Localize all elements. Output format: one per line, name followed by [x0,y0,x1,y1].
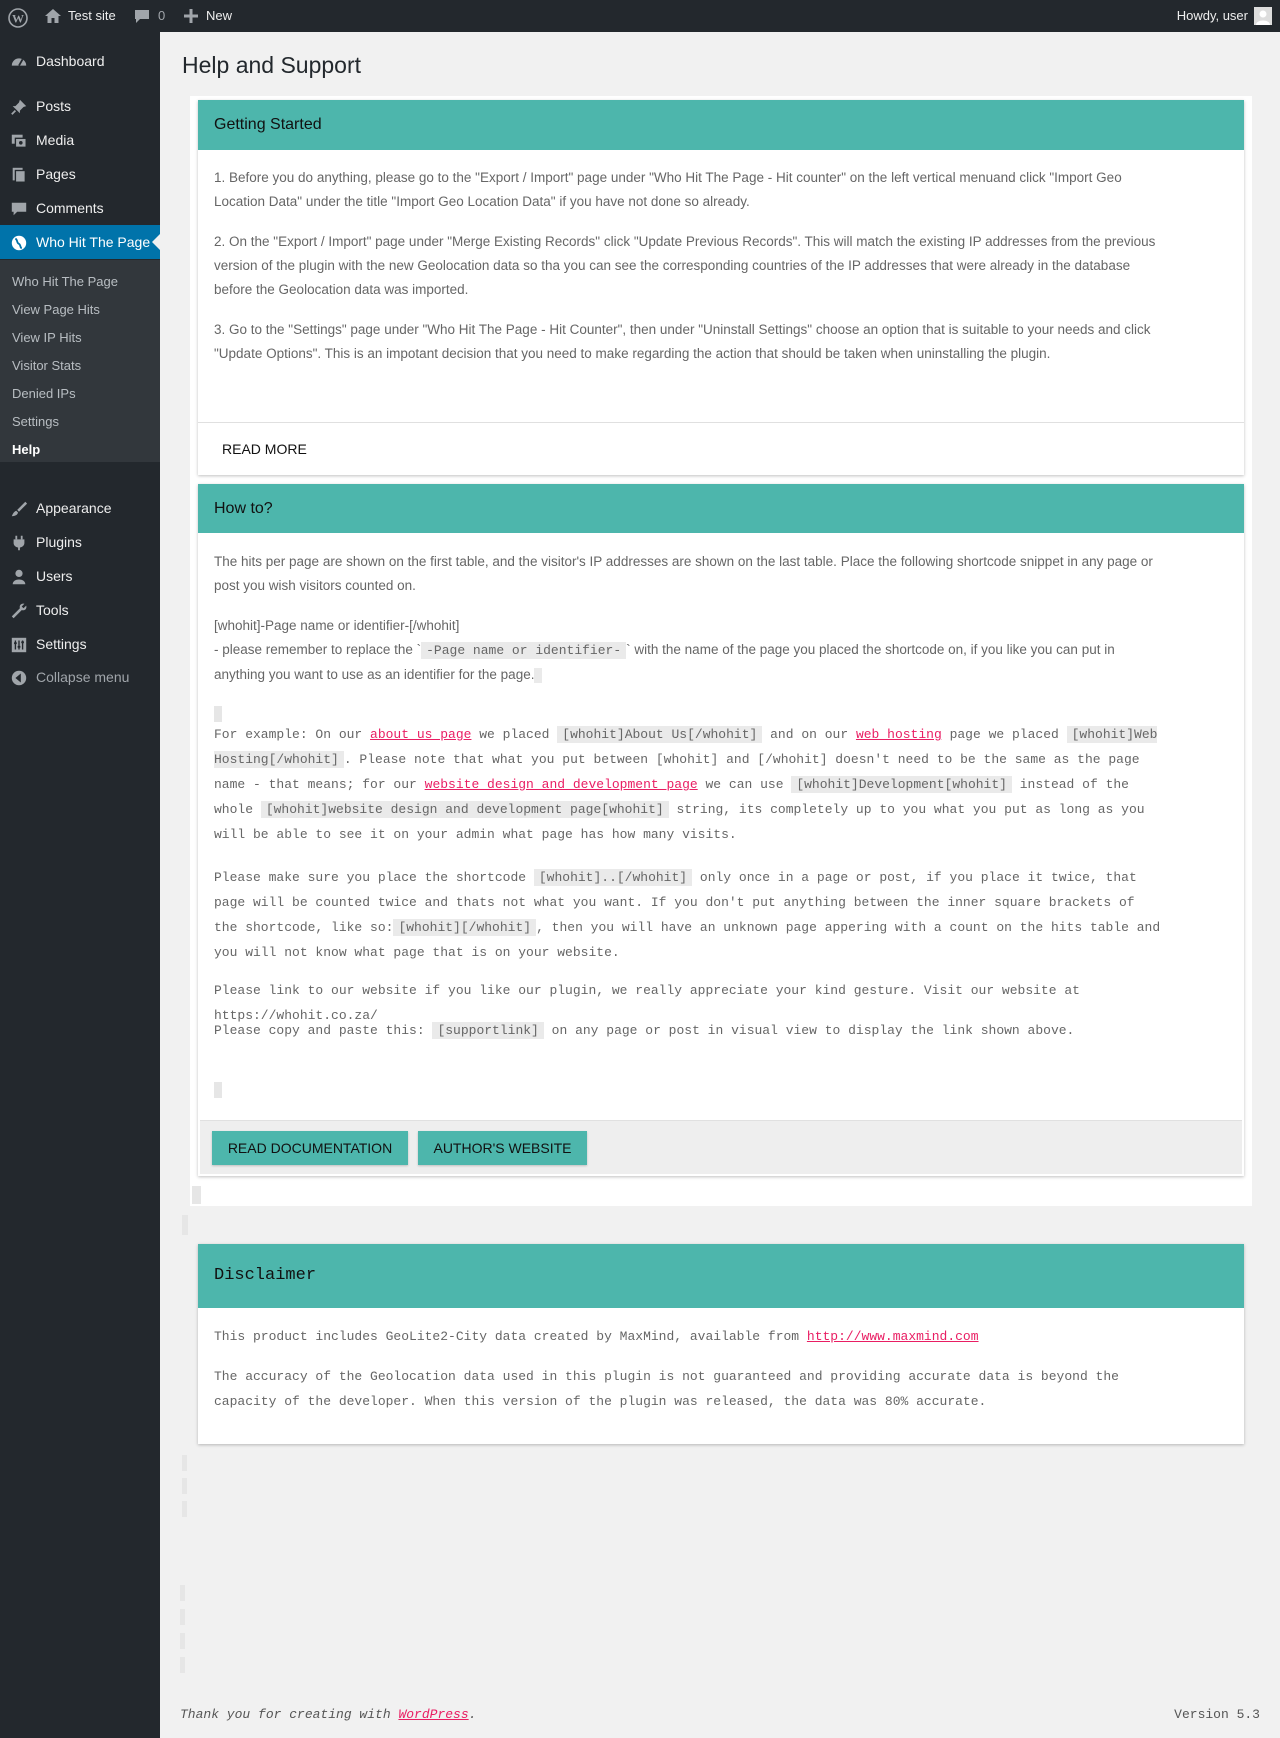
menu-label: Comments [36,200,104,216]
comments-count: 0 [158,8,166,23]
how-to-example [214,722,1164,847]
footer-text: . [468,1707,477,1722]
inline-code: [whohit][/whohit] [393,919,536,936]
footer-version: Version 5.3 [1174,1707,1260,1722]
pages-icon [10,166,28,184]
svg-text:W: W [12,11,24,26]
avatar-icon [1254,7,1272,25]
pin-icon [10,98,28,116]
disclaimer-accuracy: The accuracy of the Geolocation data used in this plugin is not guaranteed and providing accurate data is beyond the capacity of the developer. When this version of the plugin was released, the data was 80% accurate. [214,1369,1119,1409]
example-text: string, its completely up to you what you put as long as you will be able to see it on your admin what page has how many visits. [214,802,1145,842]
footer-text: Thank you for creating with [180,1707,399,1722]
comment-icon [10,200,28,218]
replace-note-text: ` with the name of the page you placed the shortcode on, if you like you can put in anything you want to use as an identifier for the page. [214,642,1115,682]
avatar[interactable] [1254,0,1272,32]
supportlink-text: on any page or post in visual view to display the link shown above. [543,1023,1075,1038]
menu-item-posts[interactable] [0,89,160,123]
empty-code-block [180,1657,185,1673]
empty-code-block [182,1501,187,1517]
example-text: For example: On our [214,727,371,742]
getting-started-step-1: 1. Before you do anything, please go to the "Export / Import" page under "Who Hit The Page - Hit counter" on the left vertical menuand click "Import Geo Location Data" under the title "Import Geo Location Data" if you have not done so already. [214,170,1122,209]
example-text: page we placed [941,727,1067,742]
card-action-bar [200,1120,1242,1174]
menu-item-settings[interactable] [0,627,160,661]
admin-sidebar [0,32,160,1738]
empty-code-block [182,1478,187,1494]
settings-icon [10,636,28,654]
collapse-menu-button[interactable] [0,660,160,694]
empty-code-block [180,1609,185,1625]
empty-code-block [214,1082,222,1098]
card-divider [198,422,1244,423]
plugin-icon [10,534,28,552]
empty-code-block [192,1186,201,1204]
example-text: instead of the whole [214,777,1129,817]
site-name-link[interactable] [42,0,122,32]
submenu-who-hit-the-page [0,260,160,462]
site-name-label: Test site [68,8,116,23]
submenu-item-help[interactable]: Help [12,442,41,457]
empty-code-block [214,706,222,722]
wordpress-link[interactable]: WordPress [398,1707,469,1722]
inline-code: [whohit]..[/whohit] [534,869,692,886]
once-note-text: Please make sure you place the shortcode [214,870,534,885]
about-us-page-link[interactable]: about us page [370,727,472,742]
new-content-link[interactable] [184,0,244,32]
disclaimer-maxmind [214,1324,1164,1349]
menu-label: Settings [36,636,87,652]
empty-code-block [180,1633,185,1649]
submenu-item-view-ip-hits[interactable]: View IP Hits [12,330,82,345]
menu-item-who-hit-the-page[interactable] [0,225,160,259]
menu-item-appearance[interactable] [0,491,160,525]
inline-code: [whohit]website design and development page[whohit] [261,801,669,818]
card-header: How to? [198,484,1244,533]
menu-item-comments[interactable] [0,191,160,225]
card-header: Disclaimer [198,1244,1244,1308]
how-to-once-note [214,865,1164,965]
plus-icon [184,9,198,23]
card-header: Getting Started [198,100,1244,150]
menu-item-users[interactable] [0,559,160,593]
web-hosting-link[interactable]: web hosting [855,727,942,742]
example-text: and on our [762,727,856,742]
website-design-link[interactable]: website design and development page [424,777,698,792]
menu-label: Tools [36,602,69,618]
media-icon [10,132,28,150]
empty-code-block [182,1215,188,1235]
inline-code: -Page name or identifier- [421,642,626,659]
admin-bar [0,0,1280,32]
inline-code: [whohit]Development[whohit] [791,776,1012,793]
menu-label: Dashboard [36,53,105,69]
disclaimer-text: This product includes GeoLite2-City data created by MaxMind, available from [214,1329,807,1344]
new-label: New [206,8,233,23]
submenu-item-visitor-stats[interactable]: Visitor Stats [12,358,82,373]
page-title: Help and Support [182,52,362,78]
empty-code-block [534,668,542,683]
menu-label: Media [36,132,75,148]
user-icon [10,568,28,586]
getting-started-step-3: 3. Go to the "Settings" page under "Who Hit The Page - Hit Counter", then under "Uninstall Settings" choose an option that is suitable to your needs and click "Update Options". This is an impotant decision that you need to make regarding the action that should be taken when uninstalling the plugin. [214,322,1151,361]
authors-website-button[interactable]: AUTHOR'S WEBSITE [418,1131,587,1165]
menu-label: Who Hit The Page [36,234,151,250]
empty-code-block [182,1455,187,1471]
submenu-item-settings[interactable]: Settings [12,414,59,429]
brush-icon [10,500,28,518]
once-note-text: , then you will have an unknown page appering with a count on the hits table and you will not know what page that is on your website. [214,920,1161,960]
globe-icon [10,234,28,252]
getting-started-step-2: 2. On the "Export / Import" page under "Merge Existing Records" click "Update Previous Records". This will match the existing IP addresses from the previous version of the plugin with the new Geolocation data so tha you can see the corresponding countries of the IP addresses that were already in the database before the Geolocation data was imported. [214,234,1156,297]
once-note-text: only once in a page or post, if you place it twice, that page will be counted twice and thats not what you want. If you don't put anything between the inner square brackets of the shortcode, like so: [214,870,1137,935]
footer-thanks [180,1707,476,1722]
comments-link[interactable] [134,0,170,32]
menu-item-plugins[interactable] [0,525,160,559]
maxmind-link[interactable]: http://www.maxmind.com [806,1329,979,1344]
howdy-greeting[interactable]: Howdy, user [1176,8,1248,23]
comment-bubble-icon [134,9,150,24]
empty-code-block [180,1585,185,1601]
how-to-supportlink [214,1018,1164,1043]
example-text: . Please note that what you put between [whohit] and [/whohit] doesn't need to be the same as the page name - that means; for our [214,752,1140,792]
how-to-card [198,484,1244,1176]
submenu-item-view-page-hits[interactable]: View Page Hits [12,302,100,317]
read-documentation-button[interactable]: READ DOCUMENTATION [212,1131,408,1165]
menu-label: Appearance [36,500,112,516]
how-to-link-request: Please link to our website if you like our plugin, we really appreciate your kind gesture. Visit our website at https://whohit.co.za/ [214,983,1080,1023]
getting-started-card [198,100,1244,475]
example-text: we placed [471,727,558,742]
replace-note [214,638,1164,688]
disclaimer-card [198,1244,1244,1444]
menu-item-media[interactable] [0,123,160,157]
menu-item-dashboard[interactable] [0,44,160,78]
how-to-intro: The hits per page are shown on the first table, and the visitor's IP addresses are shown on the last table. Place the following shortcode snippet in any page or post you wish visitors counted on. [214,554,1153,593]
menu-label: Plugins [36,534,82,550]
example-text: we can use [697,777,792,792]
replace-note-text: - please remember to replace the ` [214,642,422,657]
menu-label: Users [36,568,73,584]
submenu-item-denied-ips[interactable]: Denied IPs [12,386,76,401]
home-icon [44,8,62,24]
read-more-link[interactable]: READ MORE [222,441,307,457]
wrench-icon [10,602,28,620]
inline-code: [whohit]About Us[/whohit] [557,726,762,743]
menu-item-tools[interactable] [0,593,160,627]
how-to-shortcode-info [214,614,1164,688]
inline-code: [supportlink] [432,1022,543,1039]
supportlink-text: Please copy and paste this: [214,1023,433,1038]
menu-item-pages[interactable] [0,157,160,191]
menu-label: Posts [36,98,72,114]
shortcode-line: [whohit]-Page name or identifier-[/whohit] [214,618,460,633]
inline-code: [whohit]Web Hosting[/whohit] [214,727,1158,767]
submenu-item-who-hit-the-page[interactable]: Who Hit The Page [12,274,118,289]
menu-label: Pages [36,166,76,182]
dashboard-icon [10,53,28,71]
collapse-icon [10,669,28,687]
menu-label: Collapse menu [36,669,130,685]
